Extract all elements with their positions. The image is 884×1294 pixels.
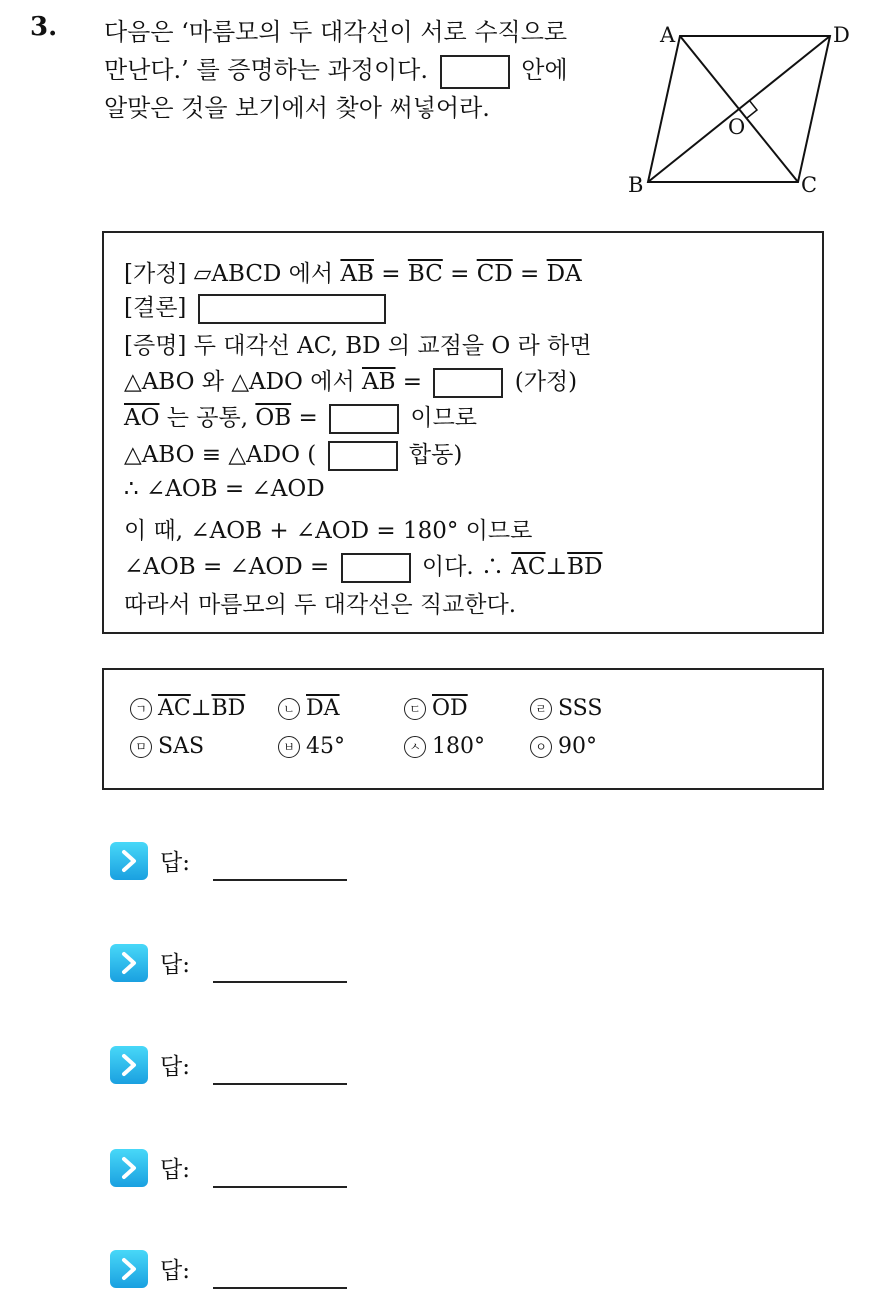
proof-line-5 [124, 399, 477, 434]
choice-mark: ㅁ [130, 736, 152, 758]
proof-hypothesis [124, 255, 582, 288]
choice-item [278, 734, 345, 759]
chevron-right-icon [110, 1046, 148, 1084]
answer-label: 답: [160, 952, 190, 978]
proof-line-8: 이 때, ∠AOB + ∠AOD = 180° 이므로 [124, 518, 533, 544]
proof-line-9 [124, 548, 603, 583]
choice-item [530, 734, 597, 759]
proof-line-9-text: ∠AOB = ∠AOD = [124, 554, 337, 580]
conclusion-blank[interactable] [198, 294, 386, 324]
choice-mark: ㅅ [404, 736, 426, 758]
proof-line-5-text: 는 공통, [159, 405, 256, 431]
equals-sign: = [373, 261, 408, 287]
vertex-label-d: D [833, 23, 850, 47]
answer-line[interactable] [213, 981, 347, 983]
answer-line[interactable] [213, 1287, 347, 1289]
choice-mark: ㅂ [278, 736, 300, 758]
hypothesis-quad: ▱ABCD 에서 [193, 261, 341, 287]
proof-line-6 [124, 436, 462, 471]
segment-ab: $\overline{AB}$ [361, 369, 396, 395]
choice-mark: ㄱ [130, 698, 152, 720]
segment-da: $\overline{DA}$ [546, 261, 582, 287]
chevron-right-icon [110, 1149, 148, 1187]
choice-item [404, 734, 485, 759]
choice-text: SAS [158, 734, 205, 759]
perpendicular-symbol: ⊥ [190, 696, 212, 721]
question-text-line2 [104, 50, 568, 89]
blank-ab-equal[interactable] [433, 368, 503, 398]
equals-sign: = [442, 261, 477, 287]
choice-segment: $\overline{DA}$ [306, 696, 340, 721]
vertex-label-a: A [660, 23, 676, 47]
choice-mark: ㄴ [278, 698, 300, 720]
intersection-label-o: O [728, 115, 746, 139]
answer-line[interactable] [213, 1186, 347, 1188]
chevron-right-icon [110, 842, 148, 880]
answer-label: 답: [160, 1258, 190, 1284]
choice-text: SSS [558, 696, 603, 721]
choice-segment: $\overline{OD}$ [432, 696, 468, 721]
segment-ao: $\overline{AO}$ [124, 405, 160, 431]
choices-box [102, 668, 824, 790]
choice-mark: ㄷ [404, 698, 426, 720]
question-text-line2-b: 안에 [521, 56, 568, 84]
choice-text: 90° [558, 734, 597, 759]
vertex-label-b: B [628, 173, 644, 197]
choice-segment: $\overline{AC}$ [158, 696, 191, 721]
equals-sign: = [395, 369, 430, 395]
choice-item [404, 696, 468, 721]
question-text-line1: 다음은 ‘마름모의 두 대각선이 서로 수직으로 [104, 18, 568, 46]
blank-angle[interactable] [341, 553, 411, 583]
segment-ac: $\overline{AC}$ [511, 554, 546, 580]
answer-label: 답: [160, 1157, 190, 1183]
question-text-line3: 알맞은 것을 보기에서 찾아 써넣어라. [104, 94, 490, 122]
answer-blank-example [440, 55, 510, 89]
segment-bc: $\overline{BC}$ [407, 261, 443, 287]
equals-sign: = [291, 405, 326, 431]
proof-conclusion [124, 289, 390, 324]
perpendicular-symbol: ⊥ [545, 554, 568, 580]
answer-line[interactable] [213, 879, 347, 881]
conclusion-label: [결론] [124, 295, 194, 321]
choice-item [130, 696, 245, 721]
segment-ob: $\overline{OB}$ [255, 405, 292, 431]
proof-line-4 [124, 363, 577, 398]
chevron-right-icon [110, 1250, 148, 1288]
segment-bd: $\overline{BD}$ [567, 554, 603, 580]
segment-cd: $\overline{CD}$ [476, 261, 513, 287]
proof-line-6-end: 합동) [401, 442, 463, 468]
proof-line-9-mid: 이다. ∴ [414, 554, 512, 580]
vertex-label-c: C [801, 173, 818, 197]
blank-congruence[interactable] [328, 441, 398, 471]
question-number: 3. [30, 12, 58, 42]
proof-line-3: [증명] 두 대각선 AC, BD 의 교점을 O 라 하면 [124, 333, 592, 359]
proof-line-4-reason: (가정) [507, 369, 578, 395]
segment-ab: $\overline{AB}$ [340, 261, 374, 287]
hypothesis-label: [가정] [124, 261, 194, 287]
chevron-right-icon [110, 944, 148, 982]
proof-line-10: 따라서 마름모의 두 대각선은 직교한다. [124, 592, 517, 618]
choice-text: 45° [306, 734, 345, 759]
proof-line-6-text: △ABO ≡ △ADO ( [124, 442, 324, 468]
blank-ob-equal[interactable] [329, 404, 399, 434]
choice-mark: ㅇ [530, 736, 552, 758]
choice-text: 180° [432, 734, 485, 759]
answer-label: 답: [160, 1054, 190, 1080]
equals-sign: = [512, 261, 547, 287]
proof-box [102, 231, 824, 634]
proof-line-5-end: 이므로 [403, 405, 478, 431]
proof-line-4-text: △ABO 와 △ADO 에서 [124, 369, 362, 395]
answer-label: 답: [160, 850, 190, 876]
right-angle-mark [747, 100, 757, 118]
choice-segment: $\overline{BD}$ [211, 696, 246, 721]
choice-item [130, 734, 204, 759]
choice-item [278, 696, 340, 721]
question-text-line2-a: 만난다.’ 를 증명하는 과정이다. [104, 56, 428, 84]
proof-line-7: ∴ ∠AOB = ∠AOD [124, 476, 325, 502]
rhombus-figure [620, 14, 860, 204]
answer-line[interactable] [213, 1083, 347, 1085]
choice-item [530, 696, 602, 721]
choice-mark: ㄹ [530, 698, 552, 720]
